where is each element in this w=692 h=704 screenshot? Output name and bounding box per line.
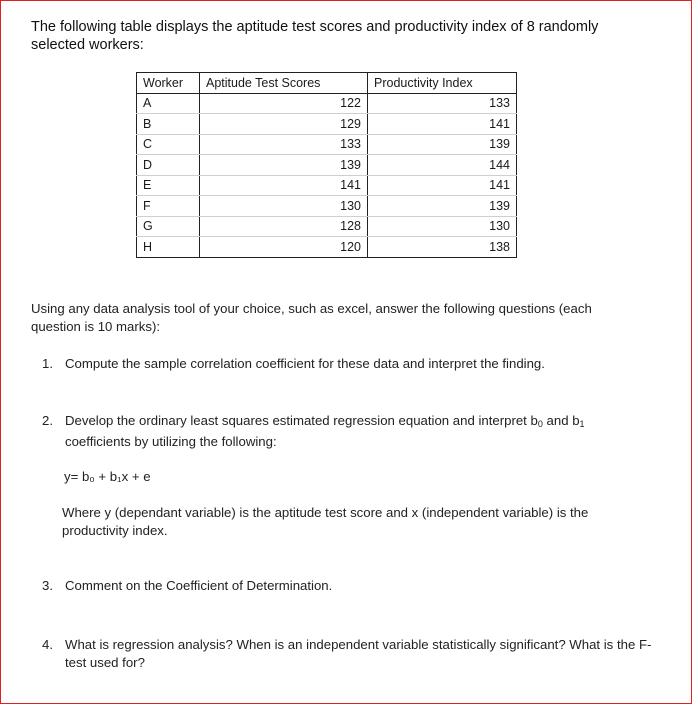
productivity-cell: 141	[368, 114, 517, 135]
question-number: 2.	[42, 413, 53, 428]
question-text	[65, 412, 625, 451]
question-text: Comment on the Coefficient of Determination.	[65, 578, 333, 593]
header-aptitude: Aptitude Test Scores	[200, 73, 368, 94]
productivity-cell: 144	[368, 155, 517, 176]
intro-text: The following table displays the aptitude test scores and productivity index of 8 randomly selected workers:	[31, 19, 599, 53]
table-row	[137, 216, 517, 237]
worker-cell: B	[137, 114, 200, 135]
header-worker: Worker	[137, 73, 200, 94]
productivity-cell: 139	[368, 196, 517, 217]
table-row	[137, 114, 517, 135]
table-row	[137, 196, 517, 217]
productivity-cell: 139	[368, 134, 517, 155]
aptitude-cell: 141	[200, 175, 368, 196]
scores-table	[136, 72, 517, 258]
variable-definition: Where y (dependant variable) is the aptitude test score and x (independent variable) is the productivity index.	[62, 505, 589, 538]
aptitude-cell: 120	[200, 237, 368, 258]
question-text-part: and b	[542, 413, 580, 428]
productivity-cell: 133	[368, 93, 517, 114]
question-text-part: coefficients by utilizing the following:	[65, 434, 277, 449]
table-row	[137, 93, 517, 114]
productivity-cell: 141	[368, 175, 517, 196]
table-row	[137, 237, 517, 258]
aptitude-cell: 128	[200, 216, 368, 237]
productivity-cell: 130	[368, 216, 517, 237]
worker-cell: A	[137, 93, 200, 114]
question-number: 4.	[42, 637, 53, 652]
aptitude-cell: 130	[200, 196, 368, 217]
question-text: What is regression analysis? When is an independent variable statistically significant? What is the F-test used for?	[65, 637, 652, 670]
question-number: 3.	[42, 578, 53, 593]
productivity-cell: 138	[368, 237, 517, 258]
question-number: 1.	[42, 356, 53, 371]
worker-cell: H	[137, 237, 200, 258]
question-text-part: Develop the ordinary least squares estimated regression equation and interpret b	[65, 413, 538, 428]
aptitude-cell: 129	[200, 114, 368, 135]
question-text: Compute the sample correlation coefficient for these data and interpret the finding.	[65, 356, 545, 371]
table-row	[137, 175, 517, 196]
table-row	[137, 134, 517, 155]
worker-cell: D	[137, 155, 200, 176]
regression-equation: y= b₀ + b₁x + e	[64, 469, 151, 484]
worker-cell: C	[137, 134, 200, 155]
subscript: 1	[579, 419, 585, 429]
header-productivity: Productivity Index	[368, 73, 517, 94]
instructions-text: Using any data analysis tool of your choice, such as excel, answer the following questions (each question is 10 marks):	[31, 301, 592, 334]
table-header-row	[137, 73, 517, 94]
worker-cell: G	[137, 216, 200, 237]
worker-cell: F	[137, 196, 200, 217]
aptitude-cell: 139	[200, 155, 368, 176]
aptitude-cell: 133	[200, 134, 368, 155]
aptitude-cell: 122	[200, 93, 368, 114]
table-row	[137, 155, 517, 176]
subscript: 0	[537, 419, 543, 429]
worker-cell: E	[137, 175, 200, 196]
